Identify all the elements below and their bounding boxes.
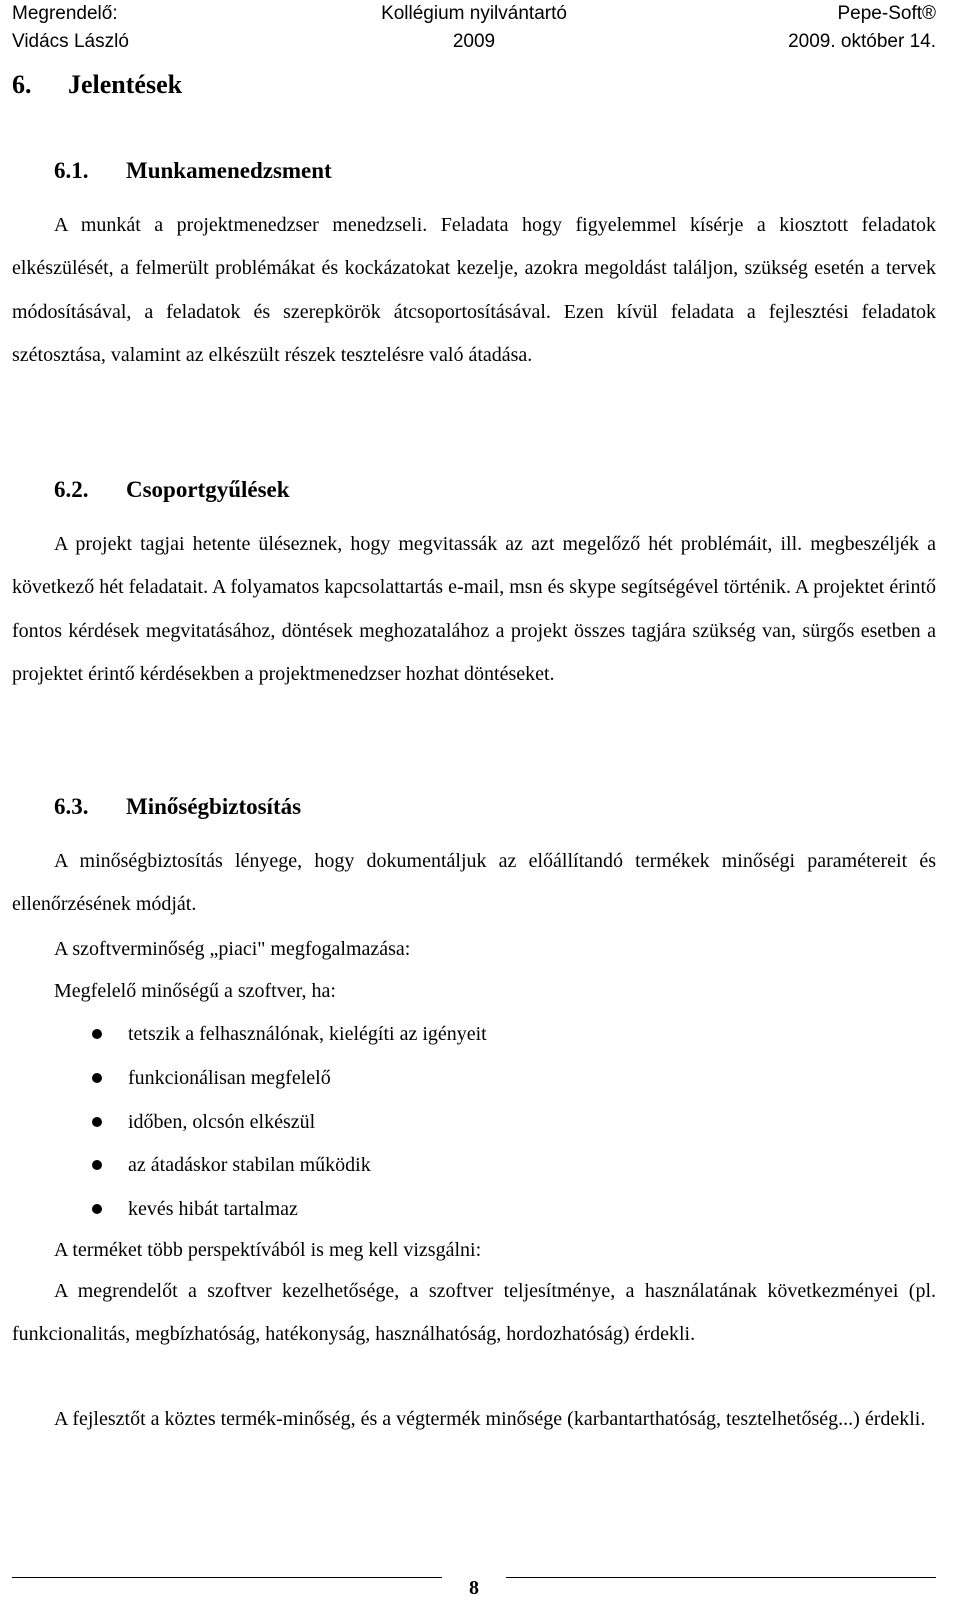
list-item [12, 1014, 487, 1058]
paragraph-developer-perspective: A fejlesztőt a köztes termék-minőség, és a végtermék minősége (karbantarthatóság, tesztelhetőség...) érdekli. [54, 1408, 926, 1430]
paragraph-group-meetings: A projekt tagjai hetente üléseznek, hogy megvitassák az azt megelőző hét problémáit, ill. megbeszéljék a következő hét feladatait. A folyamatos kapcsolattartás e-mail, msn és skype segítségével történik. A projektet érintő fontos kérdések megvitatásához, döntések meghozatalához a projekt összes tagjára szükség van, sürgős esetben a projektet érintő kérdésekben a projektmenedzser hozhat döntéseket. [12, 533, 936, 686]
subsection-title-3: Minőségbiztosítás [126, 794, 302, 819]
subsection-number-1: 6.1. [54, 158, 89, 183]
header-project-title: Kollégium nyilvántartó [381, 3, 567, 24]
header-year: 2009 [452, 31, 496, 52]
subsection-title-1: Munkamenedzsment [126, 158, 332, 183]
list-item [12, 1058, 487, 1102]
perspectives-intro: A terméket több perspektívából is meg kell vizsgálni: [54, 1239, 482, 1261]
list-item-text: tetszik a felhasználónak, kielégíti az igényeit [128, 1023, 487, 1045]
subsection-title-2: Csoportgyűlések [126, 477, 290, 502]
list-item [12, 1102, 487, 1146]
section-heading [12, 68, 182, 102]
paragraph-quality-intro: A minőségbiztosítás lényege, hogy dokumentáljuk az előállítandó termékek minőségi paramétereit és ellenőrzésének módját. [12, 850, 936, 916]
bullet-icon [92, 1029, 102, 1039]
subsection-number-3: 6.3. [54, 794, 89, 819]
header-row-1 [12, 0, 936, 28]
page-header [12, 0, 936, 56]
list-item-text: időben, olcsón elkészül [128, 1110, 316, 1133]
quality-market-definition: A szoftverminőség „piaci" megfogalmazása: [54, 938, 411, 960]
quality-condition-intro: Megfelelő minőségű a szoftver, ha: [54, 980, 336, 1002]
footer-rule-right [506, 1577, 936, 1578]
list-item [12, 1189, 487, 1233]
list-item-text: funkcionálisan megfelelő [128, 1066, 331, 1089]
header-date: 2009. október 14. [788, 31, 936, 52]
subsection-heading-2 [54, 475, 290, 505]
list-item-text: kevés hibát tartalmaz [128, 1198, 298, 1221]
section-number: 6. [12, 70, 32, 99]
bullet-icon [92, 1073, 102, 1083]
header-company: Pepe-Soft® [837, 3, 936, 24]
page-number: 8 [469, 1577, 479, 1599]
subsection-number-2: 6.2. [54, 477, 89, 502]
header-row-2 [12, 28, 936, 56]
paragraph-customer-perspective: A megrendelőt a szoftver kezelhetősége, a szoftver teljesítménye, a használatának következményei (pl. funkcionalitás, megbízhatóság, hatékonyság, használhatóság, hordozhatóság) érdekli. [12, 1280, 936, 1346]
subsection-heading-3 [54, 792, 301, 822]
quality-criteria-list [12, 1014, 487, 1233]
header-customer-label: Megrendelő: [12, 3, 118, 24]
bullet-icon [92, 1204, 102, 1214]
paragraph-work-management: A munkát a projektmenedzser menedzseli. Feladata hogy figyelemmel kísérje a kiosztott feladatok elkészülését, a felmerült problémákat és kockázatokat kezelje, azokra megoldást találjon, szükség esetén a tervek módosításával, a feladatok és szerepkörök átcsoportosításával. Ezen kívül feladata a fejlesztési feladatok szétosztása, valamint az elkészült részek tesztelésre való átadása. [12, 214, 936, 367]
subsection-heading-1 [54, 156, 332, 186]
header-customer-name: Vidács László [12, 31, 129, 52]
section-title: Jelentések [68, 70, 183, 99]
list-item [12, 1145, 487, 1189]
bullet-icon [92, 1117, 102, 1127]
footer-rule-left [12, 1577, 442, 1578]
bullet-icon [92, 1160, 102, 1170]
list-item-text: az átadáskor stabilan működik [128, 1154, 371, 1177]
